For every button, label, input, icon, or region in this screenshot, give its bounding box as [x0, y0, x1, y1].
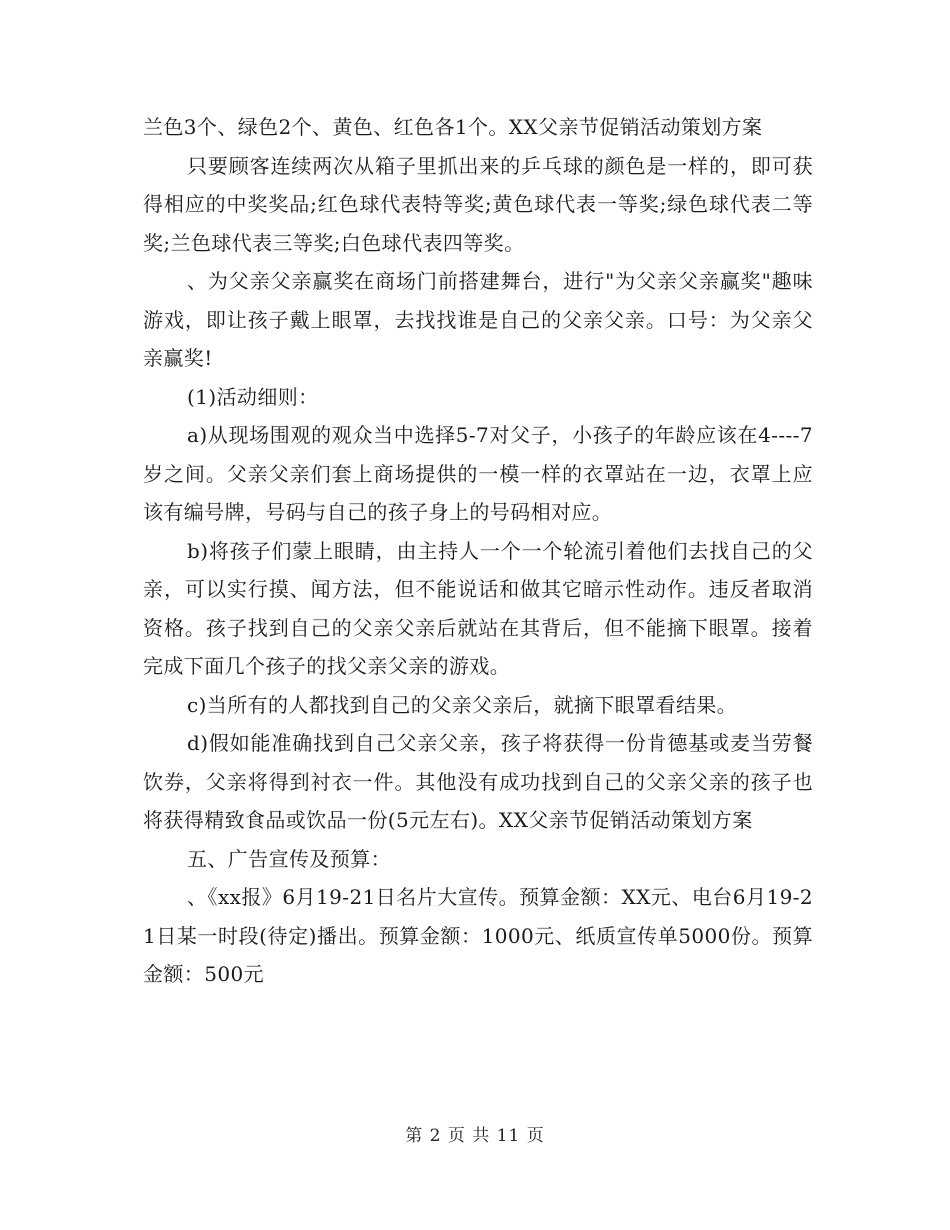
- paragraph-7: c)当所有的人都找到自己的父亲父亲后，就摘下眼罩看结果。: [187, 692, 738, 717]
- paragraph-1: 兰色3个、绿色2个、黄色、红色各1个。XX父亲节促销活动策划方案: [143, 115, 763, 139]
- paragraph-5: a)从现场围观的观众当中选择5-7对父子，小孩子的年龄应该在4----7岁之间。父亲父亲们套上商场提供的一模一样的衣罩站在一边，衣罩上应该有编号牌，号码与自己的孩子身上的号码相对应。: [143, 423, 813, 524]
- paragraph-3: 、为父亲父亲赢奖在商场门前搭建舞台，进行"为父亲父亲赢奖"趣味游戏，即让孩子戴上眼罩，去找找谁是自己的父亲父亲。口号：为父亲父亲赢奖!: [143, 269, 813, 370]
- paragraph-2: 只要顾客连续两次从箱子里抓出来的乒乓球的颜色是一样的，即可获得相应的中奖奖品;红色球代表特等奖;黄色球代表一等奖;绿色球代表二等奖;兰色球代表三等奖;白色球代表四等奖。: [143, 153, 813, 255]
- paragraph-4: (1)活动细则：: [187, 384, 319, 409]
- paragraph-10: 、《xx报》6月19-21日名片大宣传。预算金额：XX元、电台6月19-21日某一时段(待定)播出。预算金额：1000元、纸质宣传单5000份。预算金额：500元: [143, 885, 813, 986]
- paragraph-6: b)将孩子们蒙上眼睛，由主持人一个一个轮流引着他们去找自己的父亲，可以实行摸、闻方法，但不能说话和做其它暗示性动作。违反者取消资格。孩子找到自己的父亲父亲后就站在其背后，但不能摘下眼罩。接着完成下面几个孩子的找父亲父亲的游戏。: [143, 538, 813, 678]
- paragraph-8: d)假如能准确找到自己父亲父亲，孩子将获得一份肯德基或麦当劳餐饮券，父亲将得到衬衣一件。其他没有成功找到自己的父亲父亲的孩子也将获得精致食品或饮品一份(5元左右)。XX父亲节促销活动策划方案: [143, 731, 813, 832]
- page-number-footer: 第 2 页 共 11 页: [405, 1126, 545, 1146]
- paragraph-9: 五、广告宣传及预算：: [187, 846, 391, 871]
- document-body: [143, 108, 813, 994]
